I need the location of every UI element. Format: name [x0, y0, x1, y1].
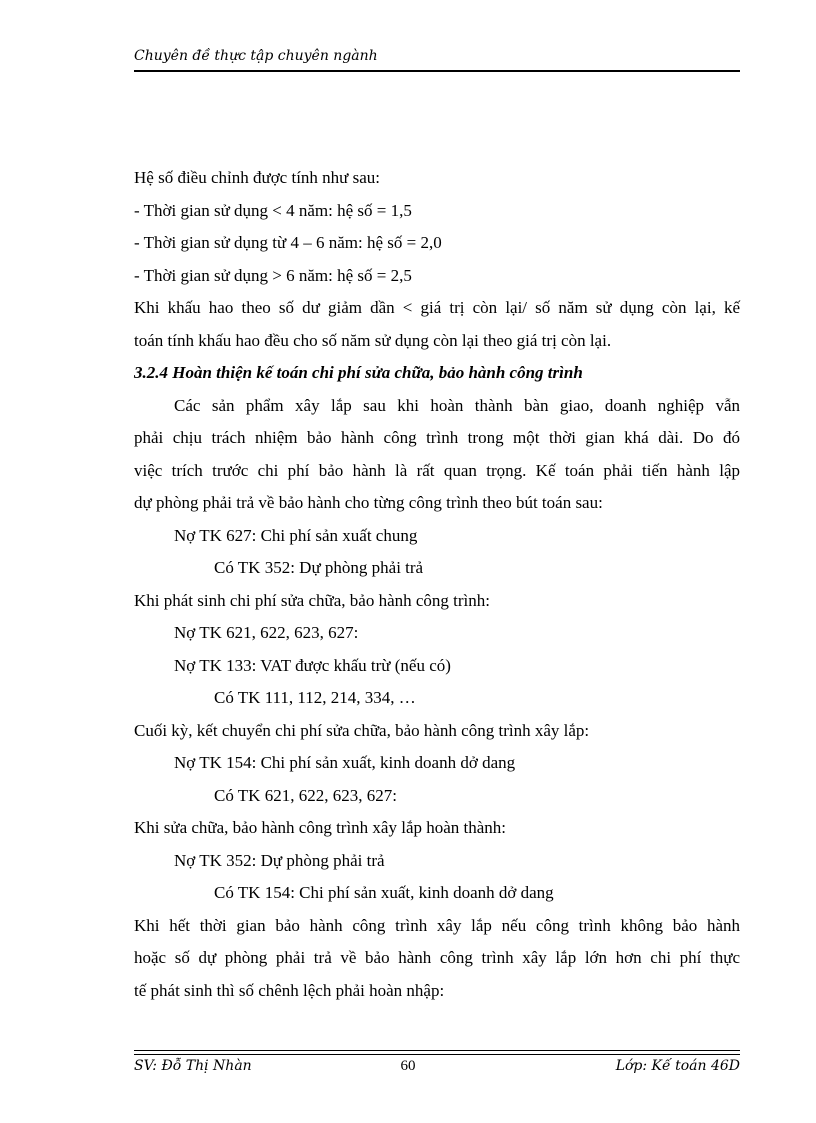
text-line: Cuối kỳ, kết chuyển chi phí sửa chữa, bảo hành công trình xây lắp: [134, 720, 590, 740]
journal-entry-debit: Nợ TK 133: VAT được khấu trừ (nếu có) [174, 655, 451, 675]
text-line: hoặc số dự phòng phải trả về bảo hành công trình xây lắp lớn hơn chi phí thực [134, 948, 740, 967]
journal-entry-credit: Có TK 111, 112, 214, 334, … [214, 688, 416, 707]
text-line: Hệ số điều chỉnh được tính như sau: [134, 168, 381, 187]
journal-entry-credit: Có TK 352: Dự phòng phải trả [214, 558, 424, 577]
page-header-title: Chuyên đề thực tập chuyên ngành [134, 48, 378, 64]
journal-entry-debit: Nợ TK 154: Chi phí sản xuất, kinh doanh dở dang [174, 753, 516, 772]
section-heading: 3.2.4 Hoàn thiện kế toán chi phí sửa chữa, bảo hành công trình [134, 363, 583, 382]
journal-entry-debit: Nợ TK 352: Dự phòng phải trả [174, 850, 385, 870]
text-line: Khi phát sinh chi phí sửa chữa, bảo hành công trình: [134, 590, 490, 610]
text-line: phải chịu trách nhiệm bảo hành công trình trong một thời gian khá dài. Do đó [134, 428, 740, 447]
journal-entry-debit: Nợ TK 627: Chi phí sản xuất chung [174, 525, 418, 545]
text-line: tế phát sinh thì số chênh lệch phải hoàn nhập: [134, 980, 445, 1000]
text-line: Khi sửa chữa, bảo hành công trình xây lắp hoàn thành: [134, 818, 507, 837]
footer-divider [134, 1050, 740, 1051]
footer-class: Lớp: Kế toán 46D [615, 1058, 740, 1074]
page-number: 60 [400, 1058, 416, 1074]
journal-entry-credit: Có TK 621, 622, 623, 627: [214, 785, 397, 805]
text-line: - Thời gian sử dụng < 4 năm: hệ số = 1,5 [134, 200, 412, 220]
text-line: dự phòng phải trả về bảo hành cho từng công trình theo bút toán sau: [134, 493, 603, 512]
text-line: Khi hết thời gian bảo hành công trình xây lắp nếu công trình không bảo hành [134, 915, 740, 935]
text-line: Các sản phẩm xây lắp sau khi hoàn thành bàn giao, doanh nghiệp vẫn [174, 395, 740, 415]
journal-entry-debit: Nợ TK 621, 622, 623, 627: [174, 623, 359, 642]
body-text [134, 162, 740, 1007]
text-line: - Thời gian sử dụng > 6 năm: hệ số = 2,5 [134, 265, 412, 285]
text-line: - Thời gian sử dụng từ 4 – 6 năm: hệ số = 2,0 [134, 233, 442, 252]
text-line: Khi khấu hao theo số dư giảm dần < giá trị còn lại/ số năm sử dụng còn lại, kế [134, 298, 740, 317]
header-divider [134, 70, 740, 72]
text-line: việc trích trước chi phí bảo hành là rất quan trọng. Kế toán phải tiến hành lập [134, 460, 740, 480]
footer-student: SV: Đỗ Thị Nhàn [134, 1058, 252, 1074]
text-line: toán tính khấu hao đều cho số năm sử dụng còn lại theo giá trị còn lại. [134, 330, 612, 350]
journal-entry-credit: Có TK 154: Chi phí sản xuất, kinh doanh dở dang [214, 883, 554, 902]
